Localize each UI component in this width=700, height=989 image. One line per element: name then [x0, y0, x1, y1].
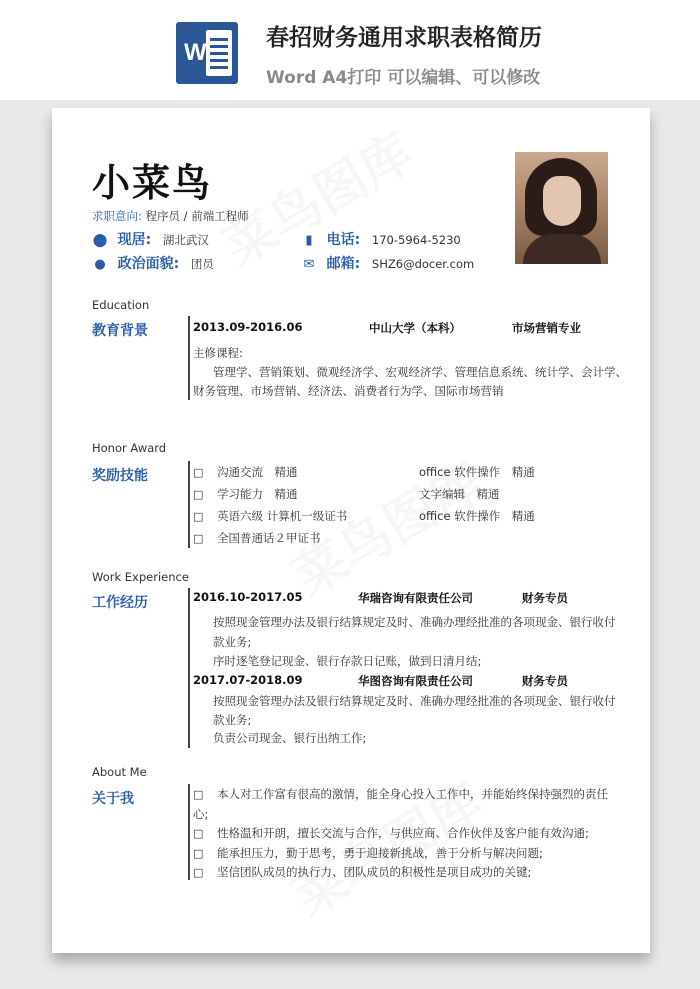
job-intent-label: 求职意向:	[92, 209, 142, 223]
job-duty: 按照现金管理办法及银行结算规定及时、准确办理经批准的各项现金、银行收付	[213, 615, 616, 629]
checkbox-icon: □	[193, 827, 204, 840]
checkbox-icon: □	[193, 788, 204, 801]
job-duty: 款业务;	[213, 635, 252, 649]
section-divider	[188, 461, 190, 548]
work-heading-en: Work Experience	[92, 570, 189, 584]
word-icon-letter: W	[184, 39, 207, 66]
job-duty: 款业务;	[213, 713, 252, 727]
about-item: □ 性格温和开朗，擅长交流与合作，与供应商、合作伙伴及客户能有效沟通;	[193, 826, 589, 840]
location-pin-icon: ⬤	[92, 233, 108, 248]
job-intent-value: 程序员 / 前端工程师	[145, 209, 249, 223]
edu-courses-line: 财务管理、市场营销、经济法、消费者行为学、国际市场营销	[193, 384, 504, 398]
checkbox-icon: □	[193, 532, 204, 545]
person-icon: ●	[94, 257, 106, 272]
job-duty: 按照现金管理办法及银行结算规定及时、准确办理经批准的各项现金、银行收付	[213, 694, 616, 708]
honor-heading-en: Honor Award	[92, 441, 167, 455]
politics-label: 政治面貌:	[117, 256, 180, 272]
header-banner	[0, 0, 700, 100]
job-title: 财务专员	[522, 591, 568, 605]
honor-item: office 软件操作 精通	[419, 509, 535, 523]
honor-item: □ 全国普通话２甲证书	[193, 531, 321, 545]
honor-item: office 软件操作 精通	[419, 465, 535, 479]
job-period: 2016.10-2017.05	[193, 590, 303, 604]
job-title: 财务专员	[522, 674, 568, 688]
about-item-continued: 心;	[193, 807, 209, 821]
location-value: 湖北武汉	[162, 233, 209, 247]
phone-value: 170-5964-5230	[371, 233, 461, 247]
candidate-name: 小菜鸟	[92, 161, 213, 205]
about-item: □ 本人对工作富有很高的激情，能全身心投入工作中，并能始终保持强烈的责任	[193, 787, 609, 801]
phone-icon: ▮	[305, 233, 313, 248]
banner-title: 春招财务通用求职表格简历	[266, 25, 542, 51]
email-row	[301, 253, 474, 273]
location-label: 现居:	[117, 232, 152, 248]
email-value: SHZ6@docer.com	[371, 257, 475, 271]
resume-page	[52, 108, 650, 953]
honor-item: □ 英语六级 计算机一级证书	[193, 509, 348, 523]
job-company: 华图咨询有限责任公司	[358, 674, 473, 688]
section-divider	[188, 316, 190, 400]
word-icon-page	[206, 30, 232, 76]
work-heading-cn: 工作经历	[92, 595, 148, 611]
edu-major: 市场营销专业	[512, 321, 581, 335]
politics-row	[92, 253, 214, 273]
edu-courses-label: 主修课程:	[193, 346, 243, 360]
about-item: □ 能承担压力，勤于思考，勇于迎接新挑战，善于分析与解决问题;	[193, 846, 543, 860]
education-heading-cn: 教育背景	[92, 323, 148, 339]
checkbox-icon: □	[193, 510, 204, 523]
education-heading-en: Education	[92, 298, 150, 312]
checkbox-icon: □	[193, 488, 204, 501]
location-row	[92, 229, 209, 249]
honor-item: □ 沟通交流 精通	[193, 465, 298, 479]
checkbox-icon: □	[193, 866, 204, 879]
honor-item: 文字编辑 精通	[419, 487, 500, 501]
politics-value: 团员	[190, 257, 214, 271]
job-duty: 序时逐笔登记现金、银行存款日记账，做到日清月结;	[213, 654, 482, 668]
email-label: 邮箱:	[326, 256, 361, 272]
job-duty: 负责公司现金、银行出纳工作;	[213, 731, 367, 745]
about-heading-cn: 关于我	[92, 791, 134, 807]
job-intent	[92, 208, 249, 224]
word-document-icon	[176, 22, 238, 84]
edu-period: 2013.09-2016.06	[193, 320, 303, 334]
profile-photo	[515, 152, 608, 264]
edu-school: 中山大学（本科）	[369, 321, 461, 335]
phone-row	[301, 229, 461, 249]
phone-label: 电话:	[326, 232, 361, 248]
honor-heading-cn: 奖励技能	[92, 468, 148, 484]
mail-icon: ✉	[303, 257, 315, 272]
checkbox-icon: □	[193, 847, 204, 860]
section-divider	[188, 588, 190, 748]
about-heading-en: About Me	[92, 765, 147, 779]
job-company: 华瑞咨询有限责任公司	[358, 591, 473, 605]
edu-courses-line: 管理学、营销策划、微观经济学、宏观经济学、管理信息系统、统计学、会计学、	[213, 365, 627, 379]
honor-item: □ 学习能力 精通	[193, 487, 298, 501]
banner-subtitle: Word A4打印 可以编辑、可以修改	[266, 68, 541, 88]
section-divider	[188, 784, 190, 880]
about-item: □ 坚信团队成员的执行力、团队成员的积极性是项目成功的关键;	[193, 865, 532, 879]
job-period: 2017.07-2018.09	[193, 673, 303, 687]
checkbox-icon: □	[193, 466, 204, 479]
